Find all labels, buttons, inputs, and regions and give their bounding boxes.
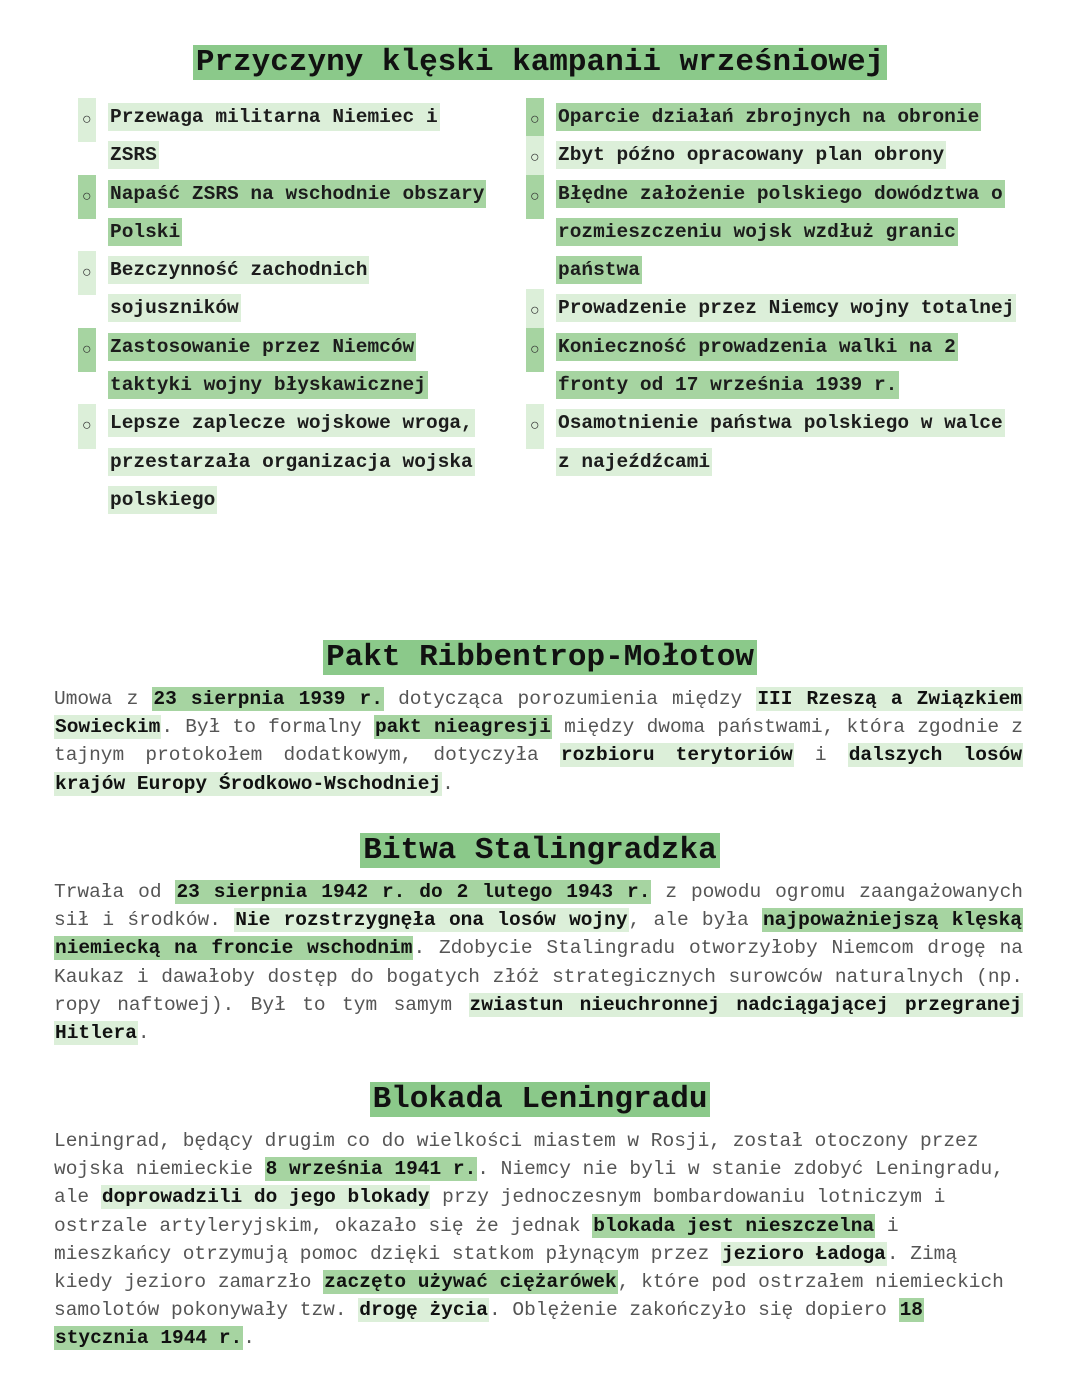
list-item: ○ Lepsze zaplecze wojskowe wroga, przestarzała organizacja wojska polskiego [80,404,490,519]
list-item: ○ Bezczynność zachodnich sojuszników [80,251,490,328]
stalingrad-title: Bitwa Stalingradzka [0,832,1080,870]
stalingrad-paragraph: Trwała od 23 sierpnia 1942 r. do 2 lutego 1943 r. z powodu ogromu zaangażowanych sił i środków. Nie rozstrzygnęła ona losów wojny, ale była najpoważniejszą klęską niemiecką na froncie wschodnim. Zdobycie Stalingradu otworzyłoby Niemcom drogę na Kaukaz i dawałoby dostęp do bogatych złóż strategicznych surowców naturalnych (np. ropy naftowej). Był to tym samym zwiastun nieuchronnej nadciągającej przegranej Hitlera. [54,881,1024,1045]
list-item: ○ Osamotnienie państwa polskiego w walce z najeźdźcami [528,404,1018,481]
bullet-circle-icon: ○ [78,98,96,142]
bullet-circle-icon: ○ [526,136,544,180]
list-item: ○ Napaść ZSRS na wschodnie obszary Polski [80,175,490,252]
list-item: ○ Zbyt późno opracowany plan obrony [528,136,1018,174]
bullet-circle-icon: ○ [526,404,544,448]
causes-title: Przyczyny klęski kampanii wrześniowej [0,44,1080,82]
list-item: ○ Zastosowanie przez Niemców taktyki wojny błyskawicznej [80,328,490,405]
leningrad-paragraph: Leningrad, będący drugim co do wielkości miastem w Rosji, został otoczony przez wojska niemieckie 8 września 1941 r.. Niemcy nie byli w stanie zdobyć Leningradu, ale doprowadzili do jego blokady przy jednoczesnym bombardowaniu lotniczym i ostrzale artyleryjskim, okazało się że jednak blokada jest nieszczelna i mieszkańcy otrzymują pomoc dzięki statkom płynącym przez jezioro Ładoga. Zimą kiedy jezioro zamarzło zaczęto używać ciężarówek, które pod ostrzałem niemieckich samolotów pokonywały tzw. drogę życia. Oblężenie zakończyło się dopiero 18 stycznia 1944 r.. [54,1130,1004,1350]
pakt-paragraph: Umowa z 23 sierpnia 1939 r. dotycząca porozumienia między III Rzeszą a Związkiem Sowieckim. Był to formalny pakt nieagresji między dwoma państwami, która zgodnie z tajnym protokołem dodatkowym, dotyczyła rozbioru terytoriów i dalszych losów krajów Europy Środkowo-Wschodniej. [54,688,1024,795]
bullet-circle-icon: ○ [526,98,544,142]
list-item: ○ Przewaga militarna Niemiec i ZSRS [80,98,490,175]
list-item: ○ Konieczność prowadzenia walki na 2 fronty od 17 września 1939 r. [528,328,1018,405]
bullet-circle-icon: ○ [78,404,96,448]
causes-left-column [80,98,490,519]
pakt-title: Pakt Ribbentrop-Mołotow [0,639,1080,677]
causes-right-column [528,98,1018,481]
bullet-circle-icon: ○ [78,328,96,372]
list-item: ○ Oparcie działań zbrojnych na obronie [528,98,1018,136]
bullet-circle-icon: ○ [526,289,544,333]
list-item: ○ Błędne założenie polskiego dowództwa o rozmieszczeniu wojsk wzdłuż granic państwa [528,175,1018,290]
bullet-circle-icon: ○ [78,251,96,295]
leningrad-title: Blokada Leningradu [0,1081,1080,1119]
bullet-circle-icon: ○ [526,328,544,372]
bullet-circle-icon: ○ [78,175,96,219]
list-item: ○ Prowadzenie przez Niemcy wojny totalnej [528,289,1018,327]
bullet-circle-icon: ○ [526,175,544,219]
